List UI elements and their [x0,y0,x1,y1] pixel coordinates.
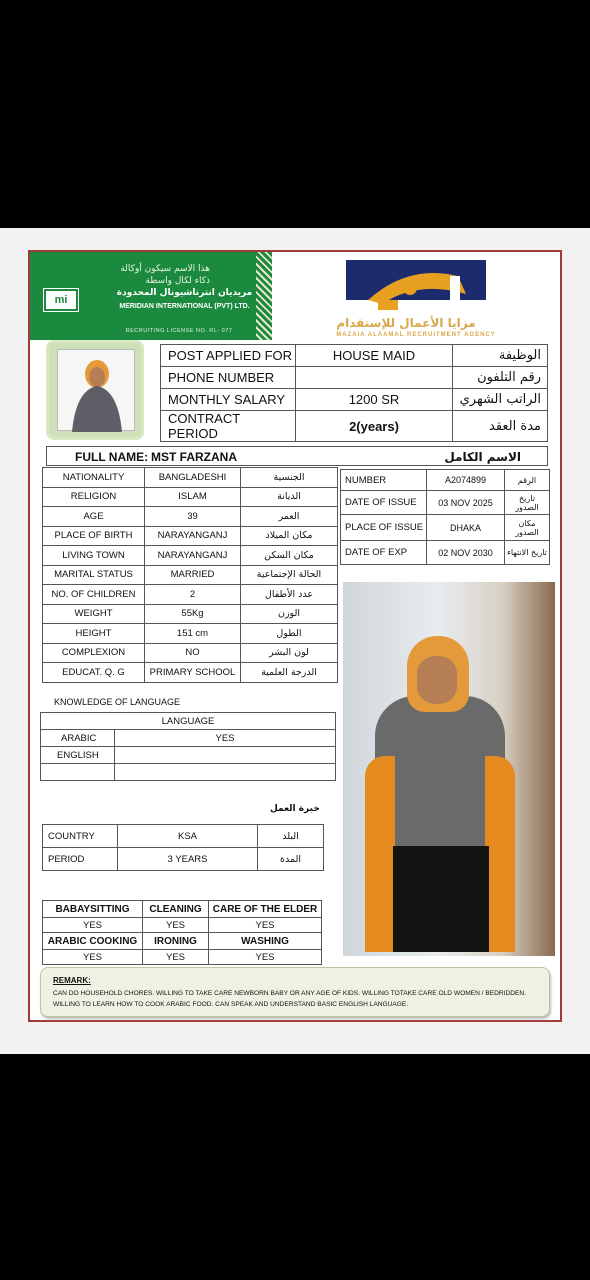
passport-label: PLACE OF ISSUE [341,515,427,541]
fullname-row [46,446,548,466]
language-header: LANGUAGE [41,713,336,730]
table-row [161,389,548,411]
banner-stripe [256,252,272,340]
table-row [43,848,324,871]
skill-babysitting-value: YES [43,918,143,933]
experience-country-label: COUNTRY [43,825,118,848]
post-value: HOUSE MAID [296,345,453,367]
language-section-title: KNOWLEDGE OF LANGUAGE [54,697,181,707]
skills-table [42,900,322,965]
passport-table [340,469,550,565]
remark-box [40,967,550,1017]
personal-ar: الطول [241,624,338,644]
table-row [341,470,550,491]
candidate-thumbnail-image [58,350,136,432]
table-row [43,487,338,507]
passport-value: 02 NOV 2030 [427,541,505,565]
passport-label: DATE OF EXP [341,541,427,565]
personal-label: NATIONALITY [43,468,145,488]
table-row [41,713,336,730]
passport-label: DATE OF ISSUE [341,491,427,515]
phone-label: PHONE NUMBER [161,367,296,389]
experience-country-ar: البلد [258,825,324,848]
personal-label: NO. OF CHILDREN [43,585,145,605]
table-row [43,918,322,933]
personal-ar: لون البشر [241,643,338,663]
meridian-arabic-name: مريديان انترناشيونال المحدودة [116,288,253,298]
table-row [43,585,338,605]
skill-ironing-label: IRONING [143,933,209,950]
phone-value [296,367,453,389]
personal-label: LIVING TOWN [43,546,145,566]
language-arabic-label: ARABIC [41,730,115,747]
contract-label: CONTRACT PERIOD [161,411,296,442]
personal-value: 151 cm [145,624,241,644]
personal-value: 39 [145,507,241,527]
table-row [41,747,336,764]
skill-washing-value: YES [209,950,322,965]
table-row [43,663,338,683]
table-row [43,507,338,527]
mazaia-english-name: MAZAIA ALAAMAL RECRUITMENT AGENCY [336,332,496,338]
contract-label-ar: مدة العقد [453,411,548,442]
table-row [43,933,322,950]
banner-arabic-line2: ذكاء لكال واسطة [145,276,210,286]
passport-ar: مكان الصدور [505,515,550,541]
language-table [40,712,336,781]
table-row [161,345,548,367]
personal-ar: الديانة [241,487,338,507]
mazaia-arabic-name: مزايا الأعمال للإستقدام [336,316,476,330]
salary-label: MONTHLY SALARY [161,389,296,411]
banner-arabic-line1: هذا الاسم سيكون أوكالة [120,264,210,274]
personal-value: MARRIED [145,565,241,585]
personal-ar: العمر [241,507,338,527]
table-row [161,367,548,389]
candidate-figure-image [365,636,515,952]
table-row [43,624,338,644]
experience-title-ar: خبرة العمل [270,804,320,814]
remark-text: CAN DO HOUSEHOLD CHORES. WILLING TO TAKE CARE NEWBORN BABY OR ANY AGE OF KIDS. WILLING TOTAKE CARE OLD WOMEN / BEDRIDDEN. WILLING TO LEARN HOW TO COOK ARABIC FOOD. CAN SPEAK AND UNDERSTAND BASIC ENGLISH LANGUAGE. [53,990,527,1008]
table-row [43,604,338,624]
personal-value: 55Kg [145,604,241,624]
table-row [43,546,338,566]
personal-ar: الدرجة العلمية [241,663,338,683]
personal-label: MARITAL STATUS [43,565,145,585]
meridian-banner [30,252,272,340]
skill-washing-label: WASHING [209,933,322,950]
experience-period-ar: المدة [258,848,324,871]
phone-label-ar: رقم التلفون [453,367,548,389]
passport-value: 03 NOV 2025 [427,491,505,515]
skill-cooking-label: ARABIC COOKING [43,933,143,950]
table-row [43,950,322,965]
skill-cleaning-label: CLEANING [143,901,209,918]
job-table [160,344,548,442]
skill-babysitting-label: BABAYSITTING [43,901,143,918]
personal-value: NO [145,643,241,663]
passport-ar: تاريخ الانتهاء [505,541,550,565]
passport-label: NUMBER [341,470,427,491]
fullname-label: FULL NAME: [75,450,149,464]
table-row [43,901,322,918]
personal-value: PRIMARY SCHOOL [145,663,241,683]
skill-cleaning-value: YES [143,918,209,933]
table-row [43,526,338,546]
salary-label-ar: الراتب الشهري [453,389,548,411]
fullname-label-ar: الاسم الكامل [444,450,521,464]
personal-value: ISLAM [145,487,241,507]
post-label-ar: الوظيفة [453,345,548,367]
personal-ar: مكان الميلاد [241,526,338,546]
personal-ar: مكان السكن [241,546,338,566]
personal-label: EDUCAT. Q. G [43,663,145,683]
table-row [41,730,336,747]
candidate-photo-small [46,340,144,440]
meridian-logo: mi [44,289,78,311]
table-row [43,468,338,488]
experience-table [42,824,324,871]
passport-value: DHAKA [427,515,505,541]
remark-title: REMARK: [53,976,91,985]
passport-ar: تاريخ الصدور [505,491,550,515]
experience-country-value: KSA [118,825,258,848]
candidate-photo-large [343,582,555,956]
table-row [43,825,324,848]
fullname-value: MST FARZANA [151,450,237,464]
personal-ar: عدد الأطفال [241,585,338,605]
personal-value: BANGLADESHI [145,468,241,488]
table-row [341,541,550,565]
salary-value: 1200 SR [296,389,453,411]
personal-ar: الحالة الإجتماعية [241,565,338,585]
personal-label: WEIGHT [43,604,145,624]
table-row [41,764,336,781]
experience-period-value: 3 YEARS [118,848,258,871]
skill-ironing-value: YES [143,950,209,965]
language-extra-label [41,764,115,781]
personal-label: PLACE OF BIRTH [43,526,145,546]
language-extra-value [115,764,336,781]
personal-ar: الجنسية [241,468,338,488]
recruiting-license: RECRUITING LICENSE NO. RL- 077 [125,328,233,334]
post-label: POST APPLIED FOR [161,345,296,367]
skill-cooking-value: YES [43,950,143,965]
table-row [43,643,338,663]
table-row [341,515,550,541]
personal-label: AGE [43,507,145,527]
passport-ar: الرقم [505,470,550,491]
meridian-english-name: MERIDIAN INTERNATIONAL (PVT) LTD. [119,303,250,310]
personal-value: NARAYANGANJ [145,526,241,546]
mazaia-banner [274,252,558,340]
personal-label: HEIGHT [43,624,145,644]
personal-label: COMPLEXION [43,643,145,663]
personal-value: NARAYANGANJ [145,546,241,566]
personal-label: RELIGION [43,487,145,507]
table-row [341,491,550,515]
language-arabic-value: YES [115,730,336,747]
experience-period-label: PERIOD [43,848,118,871]
language-english-value [115,747,336,764]
contract-value: 2(years) [296,411,453,442]
passport-value: A2074899 [427,470,505,491]
language-english-label: ENGLISH [41,747,115,764]
personal-value: 2 [145,585,241,605]
skill-elder-label: CARE OF THE ELDER [209,901,322,918]
table-row [161,411,548,442]
table-row [43,565,338,585]
personal-ar: الوزن [241,604,338,624]
personal-info-table [42,467,338,683]
skill-elder-value: YES [209,918,322,933]
mazaia-logo-icon [338,254,488,314]
